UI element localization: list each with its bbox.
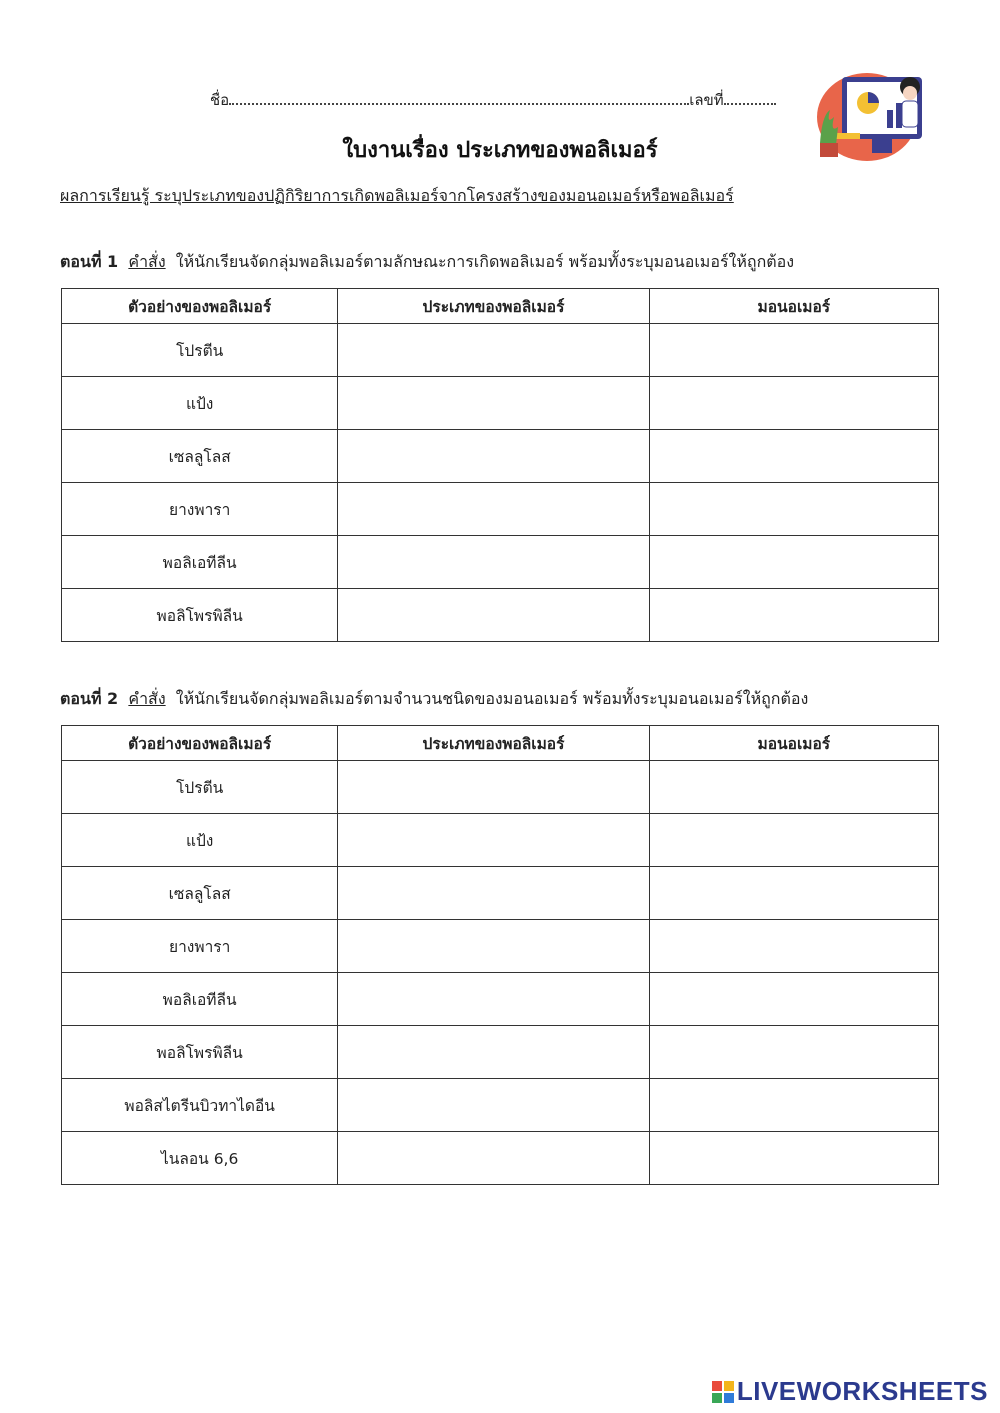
polymer-name: โปรตีน [62,324,338,377]
type-answer-cell[interactable] [338,973,649,1026]
polymer-name: ยางพารา [62,920,338,973]
type-answer-cell[interactable] [338,377,649,430]
polymer-name: พอลิสไตรีนบิวทาไดอีน [62,1079,338,1132]
polymer-name: เซลลูโลส [62,867,338,920]
liveworksheets-logo [712,1376,988,1407]
part1-table [61,288,939,642]
table-row [62,430,939,483]
monomer-answer-cell[interactable] [649,1079,938,1132]
polymer-name: พอลิเอทีลีน [62,536,338,589]
polymer-name: ยางพารา [62,483,338,536]
type-answer-cell[interactable] [338,1026,649,1079]
polymer-name: พอลิโพรพิลีน [62,1026,338,1079]
type-answer-cell[interactable] [338,761,649,814]
table-row [62,814,939,867]
page-title: ใบงานเรื่อง ประเภทของพอลิเมอร์ [342,138,658,163]
part1-instruction [60,250,794,275]
polymer-name: แป้ง [62,377,338,430]
part1-command-label: คำสั่ง [128,252,166,271]
type-answer-cell[interactable] [338,920,649,973]
monomer-answer-cell[interactable] [649,324,938,377]
table-row [62,483,939,536]
name-label: ชื่อ [210,91,230,109]
part1-instruction-text: ให้นักเรียนจัดกลุ่มพอลิเมอร์ตามลักษณะการเกิดพอลิเมอร์ พร้อมทั้งระบุมอนอเมอร์ให้ถูกต้อง [175,252,795,271]
monomer-answer-cell[interactable] [649,1026,938,1079]
polymer-name: พอลิเอทีลีน [62,973,338,1026]
polymer-name: พอลิโพรพิลีน [62,589,338,642]
table-row [62,920,939,973]
number-label: เลขที่ [689,91,724,109]
polymer-name: แป้ง [62,814,338,867]
monomer-answer-cell[interactable] [649,430,938,483]
monomer-answer-cell[interactable] [649,761,938,814]
col-header-example: ตัวอย่างของพอลิเมอร์ [62,726,338,761]
part2-instruction [60,687,808,712]
polymer-name: เซลลูโลส [62,430,338,483]
part2-table [61,725,939,1185]
monomer-answer-cell[interactable] [649,536,938,589]
part2-label: ตอนที่ 2 [60,689,119,708]
monomer-answer-cell[interactable] [649,589,938,642]
polymer-name: ไนลอน 6,6 [62,1132,338,1185]
table-row [62,973,939,1026]
monomer-answer-cell[interactable] [649,483,938,536]
brand-text: LIVEWORKSHEETS [736,1376,988,1406]
part1-header-row [62,289,939,324]
type-answer-cell[interactable] [338,814,649,867]
col-header-example: ตัวอย่างของพอลิเมอร์ [62,289,338,324]
monomer-answer-cell[interactable] [649,814,938,867]
type-answer-cell[interactable] [338,1079,649,1132]
table-row [62,1132,939,1185]
part1-label: ตอนที่ 1 [60,252,119,271]
monomer-answer-cell[interactable] [649,1132,938,1185]
learning-objective: ผลการเรียนรู้ ระบุประเภทของปฏิกิริยาการเกิดพอลิเมอร์จากโครงสร้างของมอนอเมอร์หรือพอลิเมอร์ [60,186,734,205]
type-answer-cell[interactable] [338,430,649,483]
type-answer-cell[interactable] [338,867,649,920]
type-answer-cell[interactable] [338,324,649,377]
col-header-monomer: มอนอเมอร์ [649,289,938,324]
type-answer-cell[interactable] [338,536,649,589]
table-row [62,761,939,814]
table-row [62,1079,939,1132]
monomer-answer-cell[interactable] [649,973,938,1026]
student-info-line [210,88,790,112]
monomer-answer-cell[interactable] [649,867,938,920]
type-answer-cell[interactable] [338,1132,649,1185]
type-answer-cell[interactable] [338,589,649,642]
type-answer-cell[interactable] [338,483,649,536]
table-row [62,377,939,430]
name-field[interactable] [229,91,689,105]
col-header-type: ประเภทของพอลิเมอร์ [338,726,649,761]
monomer-answer-cell[interactable] [649,377,938,430]
part2-header-row [62,726,939,761]
table-row [62,867,939,920]
table-row [62,324,939,377]
polymer-name: โปรตีน [62,761,338,814]
col-header-type: ประเภทของพอลิเมอร์ [338,289,649,324]
part2-instruction-text: ให้นักเรียนจัดกลุ่มพอลิเมอร์ตามจำนวนชนิดของมอนอเมอร์ พร้อมทั้งระบุมอนอเมอร์ให้ถูกต้อง [175,689,809,708]
table-row [62,536,939,589]
number-field[interactable] [724,91,776,105]
monomer-answer-cell[interactable] [649,920,938,973]
col-header-monomer: มอนอเมอร์ [649,726,938,761]
logo-mark-icon [712,1381,734,1403]
table-row [62,1026,939,1079]
table-row [62,589,939,642]
part2-command-label: คำสั่ง [128,689,166,708]
